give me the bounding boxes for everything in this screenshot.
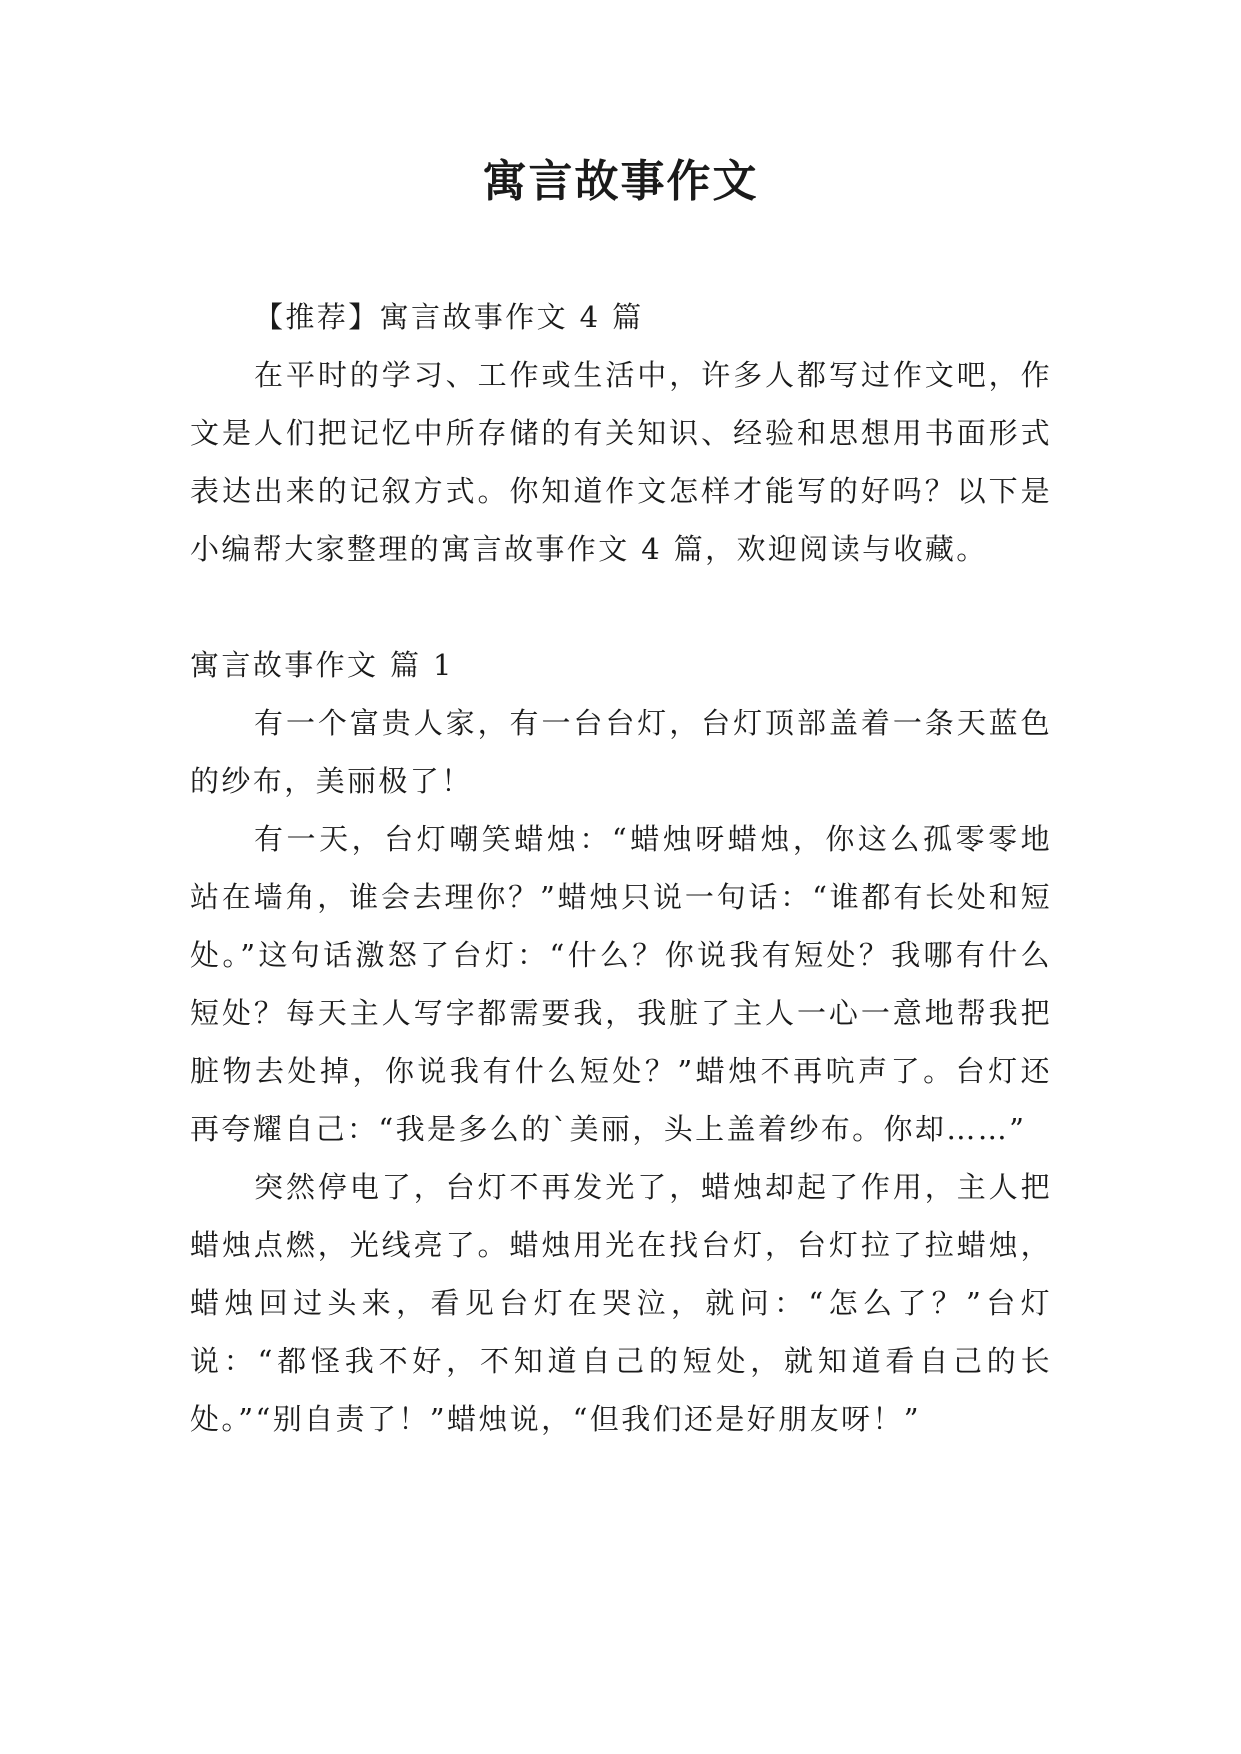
story-paragraph: 有一个富贵人家，有一台台灯，台灯顶部盖着一条天蓝色的纱布，美丽极了！ xyxy=(190,706,1052,798)
section-heading: 寓言故事作文 篇 1 xyxy=(190,648,454,682)
document-title: 寓言故事作文 xyxy=(482,156,759,207)
intro-paragraph: 在平时的学习、工作或生活中，许多人都写过作文吧，作文是人们把记忆中所存储的有关知识、经验和思想用书面形式表达出来的记叙方式。你知道作文怎样才能写的好吗？以下是小编帮大家整理的寓言故事作文 4 篇，欢迎阅读与收藏。 xyxy=(190,358,1052,566)
document-body xyxy=(190,288,1052,1448)
section-spacer xyxy=(190,578,1052,636)
document-subtitle: 【推荐】寓言故事作文 4 篇 xyxy=(254,300,644,334)
story-paragraph: 有一天，台灯嘲笑蜡烛：“蜡烛呀蜡烛，你这么孤零零地站在墙角，谁会去理你？”蜡烛只说一句话：“谁都有长处和短处。”这句话激怒了台灯：“什么？你说我有短处？我哪有什么短处？每天主人写字都需要我，我脏了主人一心一意地帮我把脏物去处掉，你说我有什么短处？”蜡烛不再吭声了。台灯还再夸耀自己：“我是多么的`美丽，头上盖着纱布。你却……” xyxy=(190,822,1052,1146)
story-paragraph: 突然停电了，台灯不再发光了，蜡烛却起了作用，主人把蜡烛点燃，光线亮了。蜡烛用光在找台灯，台灯拉了拉蜡烛，蜡烛回过头来，看见台灯在哭泣，就问：“怎么了？”台灯说：“都怪我不好，不知道自己的短处，就知道看自己的长处。”“别自责了！”蜡烛说，“但我们还是好朋友呀！” xyxy=(190,1170,1052,1436)
